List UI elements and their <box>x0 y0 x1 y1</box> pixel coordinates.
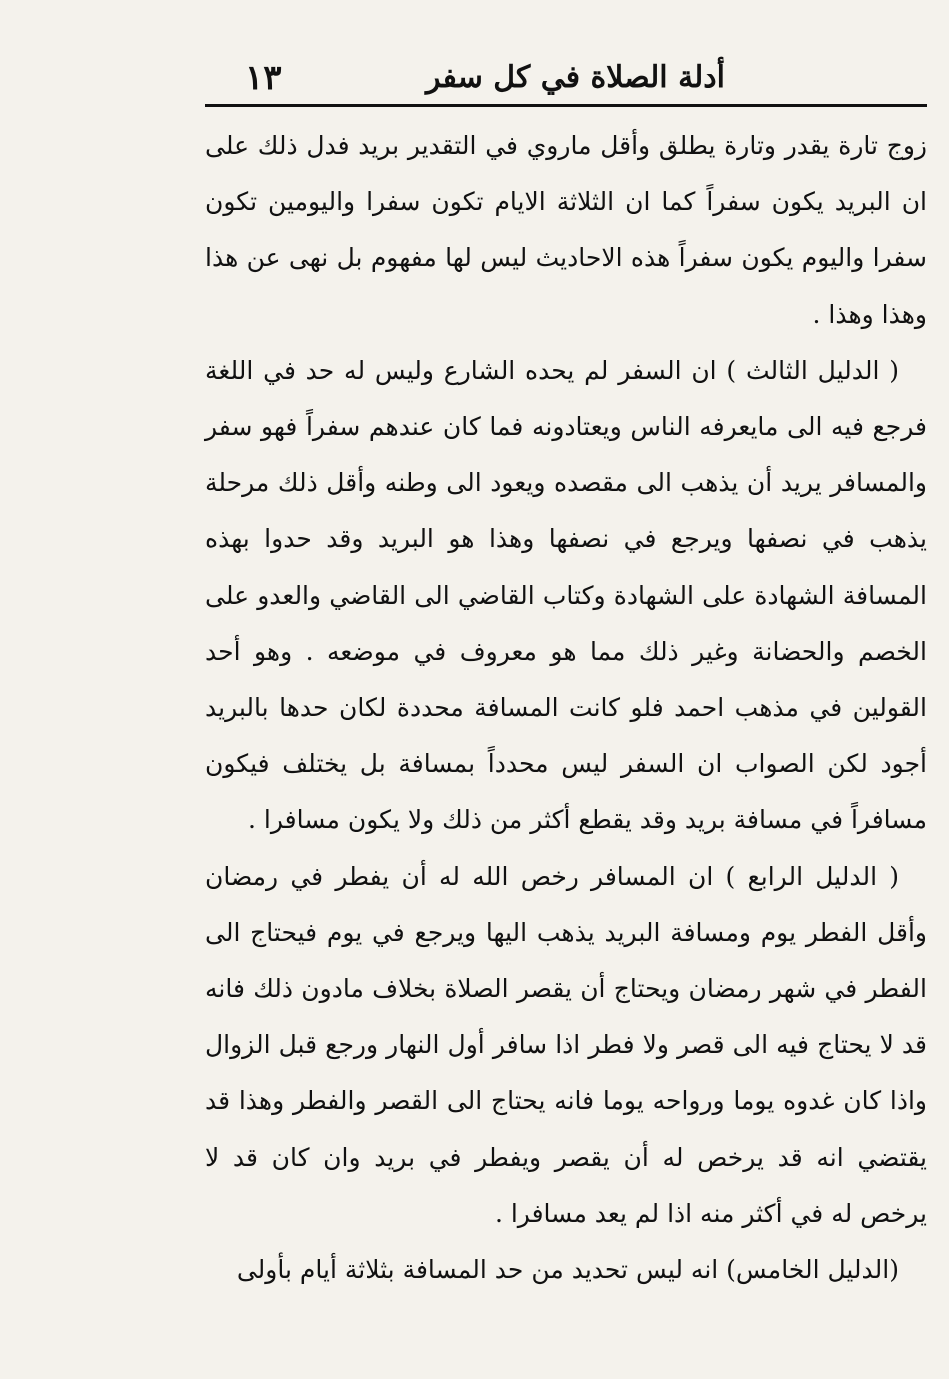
body-text <box>205 118 927 1298</box>
header-rule <box>205 104 927 107</box>
page-header <box>205 56 925 106</box>
paragraph-3: ( الدليل الرابع ) ان المسافر رخص الله له أن يفطر في رمضان وأقل الفطر يوم ومسافة البريد يذهب اليها ويرجع في يوم فيحتاج الى الفطر في شهر رمضان ويحتاج أن يقصر الصلاة بخلاف مادون ذلك فانه قد لا يحتاج فيه الى قصر ولا فطر اذا سافر أول النهار ورجع قبل الزوال واذا كان غدوه يوما ورواحه يوما فانه يحتاج الى القصر والفطر وهذا قد يقتضي انه قد يرخص له أن يقصر ويفطر في بريد وان كان قد لا يرخص له في أكثر منه اذا لم يعد مسافرا . <box>205 861 927 1228</box>
running-title: أدلة الصلاة في كل سفر <box>425 60 725 95</box>
paragraph-4: (الدليل الخامس) انه ليس تحديد من حد المسافة بثلاثة أيام بأولى <box>236 1255 899 1285</box>
paragraph-1: زوج تارة يقدر وتارة يطلق وأقل ماروي في التقدير بريد فدل ذلك على ان البريد يكون سفراً كما ان الثلاثة الايام تكون سفرا واليومين تكون سفرا واليوم يكون سفراً هذه الاحاديث ليس لها مفهوم بل نهى عن هذا وهذا وهذا . <box>205 131 927 329</box>
page-number: ١٣ <box>245 58 282 98</box>
paragraph-2: ( الدليل الثالث ) ان السفر لم يحده الشارع وليس له حد في اللغة فرجع فيه الى مايعرفه الناس ويعتادونه فما كان عندهم سفراً فهو سفر والمسافر يريد أن يذهب الى مقصده ويعود الى وطنه وأقل ذلك مرحلة يذهب في نصفها ويرجع في نصفها وهذا هو البريد وقد حدوا بهذه المسافة الشهادة على الشهادة وكتاب القاضي الى القاضي والعدو على الخصم والحضانة وغير ذلك مما هو معروف في موضعه . وهو أحد القولين في مذهب احمد فلو كانت المسافة محددة لكان حدها بالبريد أجود لكن الصواب ان السفر ليس محدداً بمسافة بل يختلف فيكون مسافراً في مسافة بريد وقد يقطع أكثر من ذلك ولا يكون مسافرا . <box>205 355 927 835</box>
